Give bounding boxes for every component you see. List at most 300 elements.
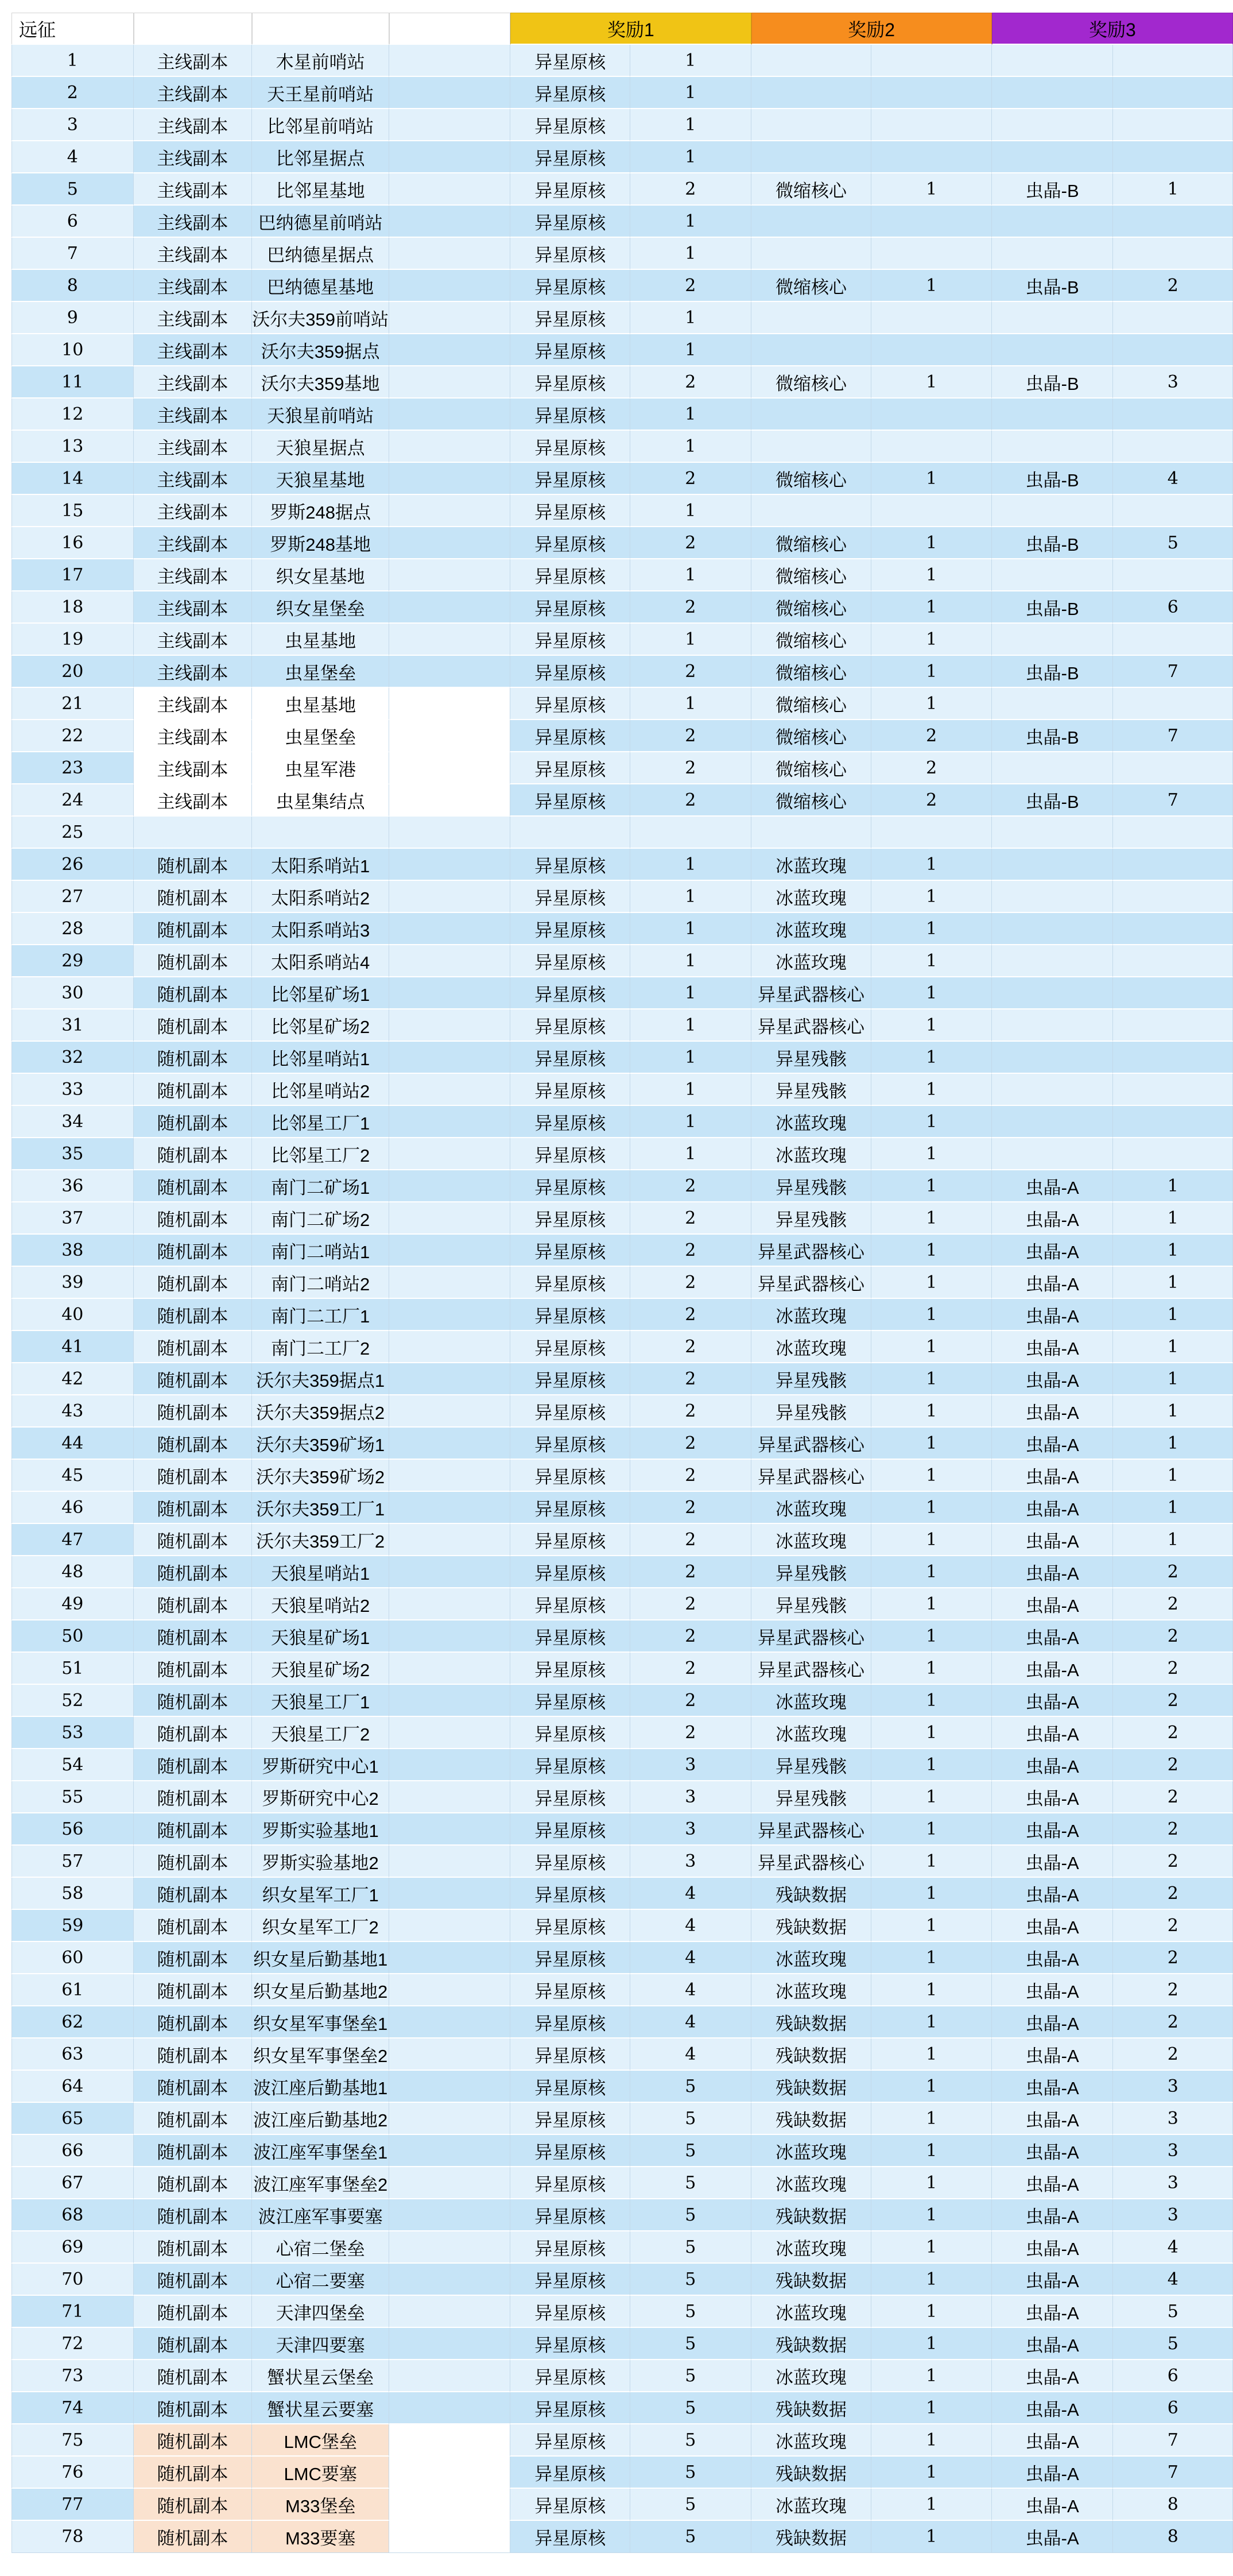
reward3-qty-cell[interactable]: 2	[1113, 1620, 1233, 1653]
reward3-name-cell[interactable]: 虫晶-A	[992, 1235, 1114, 1267]
reward3-qty-cell[interactable]	[1113, 1074, 1233, 1106]
type-cell[interactable]: 主线副本	[134, 45, 253, 77]
reward2-qty-cell[interactable]	[871, 238, 991, 270]
name-cell[interactable]	[252, 1299, 389, 1331]
spacer-cell[interactable]	[389, 1299, 510, 1331]
empty-header-cell-name[interactable]	[252, 13, 389, 45]
reward1-name-cell[interactable]: 异星原核	[510, 559, 630, 591]
reward3-qty-cell[interactable]: 3	[1113, 366, 1233, 399]
spacer-cell[interactable]	[389, 1717, 510, 1749]
reward3-name-cell[interactable]: 虫晶-B	[992, 366, 1114, 399]
type-cell[interactable]: 随机副本	[134, 2039, 253, 2071]
row-number-cell[interactable]: 42	[11, 1363, 134, 1395]
type-cell[interactable]: 随机副本	[134, 1556, 253, 1588]
reward3-qty-cell[interactable]	[1113, 913, 1233, 945]
reward2-qty-cell[interactable]: 1	[871, 1492, 991, 1524]
reward2-name-cell[interactable]: 冰蓝玫瑰	[751, 1331, 872, 1363]
reward2-qty-cell[interactable]: 1	[871, 2039, 991, 2071]
reward1-qty-cell[interactable]: 5	[630, 2167, 751, 2199]
row-number-cell[interactable]: 73	[11, 2360, 134, 2392]
reward3-name-cell[interactable]: 虫晶-A	[992, 1942, 1114, 1974]
type-cell[interactable]: 主线副本	[134, 591, 253, 624]
reward3-name-cell[interactable]: 虫晶-A	[992, 2167, 1114, 2199]
name-cell[interactable]	[252, 2264, 389, 2296]
row-number-cell[interactable]: 49	[11, 1588, 134, 1620]
name-cell[interactable]	[252, 688, 389, 720]
type-cell[interactable]: 随机副本	[134, 2135, 253, 2167]
row-number-cell[interactable]: 35	[11, 1138, 134, 1170]
reward2-qty-cell[interactable]: 1	[871, 2231, 991, 2264]
spacer-cell[interactable]	[389, 817, 510, 849]
reward3-name-cell[interactable]	[992, 45, 1114, 77]
reward2-qty-cell[interactable]	[871, 334, 991, 366]
name-cell[interactable]	[252, 2360, 389, 2392]
spacer-cell[interactable]	[389, 109, 510, 141]
reward1-qty-cell[interactable]: 5	[630, 2521, 751, 2553]
name-cell[interactable]	[252, 2135, 389, 2167]
reward1-qty-cell[interactable]: 5	[630, 2264, 751, 2296]
reward2-qty-cell[interactable]: 1	[871, 977, 991, 1009]
reward1-name-cell[interactable]: 异星原核	[510, 2328, 630, 2360]
reward3-name-cell[interactable]	[992, 431, 1114, 463]
row-number-cell[interactable]: 19	[11, 624, 134, 656]
name-cell[interactable]	[252, 1717, 389, 1749]
reward2-qty-cell[interactable]: 1	[871, 1299, 991, 1331]
name-cell[interactable]	[252, 1942, 389, 1974]
row-number-cell[interactable]: 54	[11, 1749, 134, 1781]
reward1-name-cell[interactable]: 异星原核	[510, 1202, 630, 1235]
reward3-name-cell[interactable]: 虫晶-A	[992, 2071, 1114, 2103]
reward3-name-cell[interactable]	[992, 977, 1114, 1009]
reward1-qty-cell[interactable]: 3	[630, 1846, 751, 1878]
name-cell[interactable]	[252, 591, 389, 624]
reward2-name-cell[interactable]: 冰蓝玫瑰	[751, 2135, 872, 2167]
reward2-qty-cell[interactable]: 1	[871, 2071, 991, 2103]
spacer-cell[interactable]	[389, 2231, 510, 2264]
reward1-name-cell[interactable]: 异星原核	[510, 45, 630, 77]
type-cell[interactable]: 主线副本	[134, 238, 253, 270]
name-cell[interactable]	[252, 656, 389, 688]
reward1-qty-cell[interactable]: 1	[630, 431, 751, 463]
reward3-qty-cell[interactable]: 1	[1113, 1524, 1233, 1556]
type-cell[interactable]: 主线副本	[134, 206, 253, 238]
reward2-qty-cell[interactable]: 1	[871, 1524, 991, 1556]
reward2-name-cell[interactable]: 异星残骸	[751, 1042, 872, 1074]
reward3-name-cell[interactable]: 虫晶-A	[992, 1974, 1114, 2006]
reward3-name-cell[interactable]: 虫晶-A	[992, 2489, 1114, 2521]
row-number-cell[interactable]: 11	[11, 366, 134, 399]
reward2-name-cell[interactable]	[751, 302, 872, 334]
reward2-qty-cell[interactable]	[871, 45, 991, 77]
reward1-qty-cell[interactable]: 2	[630, 720, 751, 752]
reward2-name-cell[interactable]: 残缺数据	[751, 2103, 872, 2135]
spacer-cell[interactable]	[389, 1009, 510, 1042]
spacer-cell[interactable]	[389, 1202, 510, 1235]
reward3-qty-cell[interactable]: 3	[1113, 2103, 1233, 2135]
reward1-name-cell[interactable]: 异星原核	[510, 1428, 630, 1460]
reward2-name-cell[interactable]: 残缺数据	[751, 2521, 872, 2553]
type-cell[interactable]: 随机副本	[134, 2231, 253, 2264]
type-cell[interactable]: 随机副本	[134, 1910, 253, 1942]
reward3-qty-cell[interactable]: 6	[1113, 2392, 1233, 2424]
row-number-cell[interactable]: 14	[11, 463, 134, 495]
reward2-name-cell[interactable]: 残缺数据	[751, 2457, 872, 2489]
reward3-name-cell[interactable]	[992, 752, 1114, 784]
spacer-cell[interactable]	[389, 2392, 510, 2424]
reward1-name-cell[interactable]: 异星原核	[510, 1299, 630, 1331]
type-cell[interactable]: 随机副本	[134, 1749, 253, 1781]
name-cell[interactable]	[252, 720, 389, 752]
name-cell[interactable]	[252, 1074, 389, 1106]
reward1-qty-cell[interactable]: 4	[630, 1910, 751, 1942]
reward3-qty-cell[interactable]: 2	[1113, 1878, 1233, 1910]
reward1-name-cell[interactable]: 异星原核	[510, 1170, 630, 1202]
reward2-qty-cell[interactable]	[871, 399, 991, 431]
reward1-qty-cell[interactable]: 1	[630, 1138, 751, 1170]
name-cell[interactable]	[252, 1588, 389, 1620]
row-number-cell[interactable]: 77	[11, 2489, 134, 2521]
reward1-name-cell[interactable]: 异星原核	[510, 1813, 630, 1846]
reward2-name-cell[interactable]	[751, 495, 872, 527]
reward3-qty-cell[interactable]: 3	[1113, 2199, 1233, 2231]
reward2-qty-cell[interactable]: 1	[871, 1363, 991, 1395]
type-cell[interactable]: 随机副本	[134, 1685, 253, 1717]
reward3-qty-cell[interactable]: 2	[1113, 1910, 1233, 1942]
reward1-qty-cell[interactable]: 2	[630, 1202, 751, 1235]
name-cell[interactable]	[252, 77, 389, 109]
name-cell[interactable]	[252, 1524, 389, 1556]
type-cell[interactable]: 随机副本	[134, 1074, 253, 1106]
reward3-name-cell[interactable]: 虫晶-B	[992, 527, 1114, 559]
reward3-name-cell[interactable]: 虫晶-A	[992, 1395, 1114, 1428]
reward2-name-cell[interactable]: 冰蓝玫瑰	[751, 2489, 872, 2521]
reward1-qty-cell[interactable]: 2	[630, 527, 751, 559]
reward2-qty-cell[interactable]: 1	[871, 2264, 991, 2296]
reward1-qty-cell[interactable]: 3	[630, 1781, 751, 1813]
reward2-qty-cell[interactable]: 1	[871, 1395, 991, 1428]
spacer-cell[interactable]	[389, 849, 510, 881]
spacer-cell[interactable]	[389, 1588, 510, 1620]
reward3-name-cell[interactable]: 虫晶-A	[992, 1492, 1114, 1524]
name-cell[interactable]	[252, 2328, 389, 2360]
reward1-qty-cell[interactable]: 1	[630, 1074, 751, 1106]
name-cell[interactable]	[252, 2167, 389, 2199]
reward2-name-cell[interactable]: 冰蓝玫瑰	[751, 945, 872, 977]
spacer-cell[interactable]	[389, 656, 510, 688]
name-cell[interactable]	[252, 1331, 389, 1363]
spacer-cell[interactable]	[389, 784, 510, 817]
reward3-name-cell[interactable]: 虫晶-B	[992, 720, 1114, 752]
row-number-cell[interactable]: 59	[11, 1910, 134, 1942]
reward1-qty-cell[interactable]: 2	[630, 1653, 751, 1685]
spacer-cell[interactable]	[389, 1524, 510, 1556]
reward1-qty-cell[interactable]: 2	[630, 1428, 751, 1460]
name-cell[interactable]	[252, 431, 389, 463]
name-cell[interactable]	[252, 1009, 389, 1042]
row-number-cell[interactable]: 33	[11, 1074, 134, 1106]
row-number-cell[interactable]: 40	[11, 1299, 134, 1331]
reward1-qty-cell[interactable]: 2	[630, 1267, 751, 1299]
spacer-cell[interactable]	[389, 527, 510, 559]
reward1-name-cell[interactable]: 异星原核	[510, 881, 630, 913]
row-number-cell[interactable]: 29	[11, 945, 134, 977]
type-cell[interactable]: 随机副本	[134, 849, 253, 881]
name-cell[interactable]	[252, 399, 389, 431]
reward3-name-cell[interactable]	[992, 141, 1114, 173]
reward1-name-cell[interactable]: 异星原核	[510, 1042, 630, 1074]
row-number-cell[interactable]: 70	[11, 2264, 134, 2296]
row-number-cell[interactable]: 67	[11, 2167, 134, 2199]
name-cell[interactable]	[252, 945, 389, 977]
row-number-cell[interactable]: 1	[11, 45, 134, 77]
reward2-name-cell[interactable]: 冰蓝玫瑰	[751, 881, 872, 913]
reward3-name-cell[interactable]	[992, 817, 1114, 849]
type-cell[interactable]: 主线副本	[134, 559, 253, 591]
reward3-qty-cell[interactable]	[1113, 45, 1233, 77]
reward2-name-cell[interactable]: 异星残骸	[751, 1749, 872, 1781]
reward3-name-cell[interactable]: 虫晶-B	[992, 270, 1114, 302]
reward3-name-cell[interactable]: 虫晶-B	[992, 173, 1114, 206]
reward2-qty-cell[interactable]: 1	[871, 656, 991, 688]
reward1-name-cell[interactable]: 异星原核	[510, 77, 630, 109]
reward1-qty-cell[interactable]: 5	[630, 2199, 751, 2231]
spacer-cell[interactable]	[389, 270, 510, 302]
reward3-qty-cell[interactable]: 2	[1113, 1813, 1233, 1846]
reward3-qty-cell[interactable]	[1113, 77, 1233, 109]
reward1-qty-cell[interactable]: 3	[630, 1813, 751, 1846]
spacer-cell[interactable]	[389, 720, 510, 752]
row-number-cell[interactable]: 12	[11, 399, 134, 431]
reward2-name-cell[interactable]	[751, 141, 872, 173]
name-cell[interactable]	[252, 366, 389, 399]
reward1-qty-cell[interactable]: 1	[630, 77, 751, 109]
reward3-name-cell[interactable]: 虫晶-A	[992, 2006, 1114, 2039]
reward2-name-cell[interactable]: 残缺数据	[751, 2392, 872, 2424]
row-number-cell[interactable]: 16	[11, 527, 134, 559]
reward3-qty-cell[interactable]	[1113, 945, 1233, 977]
reward1-qty-cell[interactable]: 2	[630, 1492, 751, 1524]
name-cell[interactable]	[252, 849, 389, 881]
type-cell[interactable]: 随机副本	[134, 913, 253, 945]
reward2-name-cell[interactable]: 冰蓝玫瑰	[751, 1492, 872, 1524]
reward3-name-cell[interactable]	[992, 913, 1114, 945]
reward3-qty-cell[interactable]	[1113, 752, 1233, 784]
row-number-cell[interactable]: 20	[11, 656, 134, 688]
type-cell[interactable]: 随机副本	[134, 2424, 253, 2457]
name-cell[interactable]	[252, 1170, 389, 1202]
reward2-name-cell[interactable]: 冰蓝玫瑰	[751, 1524, 872, 1556]
reward1-name-cell[interactable]: 异星原核	[510, 1524, 630, 1556]
reward1-name-cell[interactable]: 异星原核	[510, 1492, 630, 1524]
row-number-cell[interactable]: 27	[11, 881, 134, 913]
row-number-cell[interactable]: 22	[11, 720, 134, 752]
reward2-qty-cell[interactable]: 1	[871, 1428, 991, 1460]
reward1-name-cell[interactable]: 异星原核	[510, 109, 630, 141]
reward2-qty-cell[interactable]: 1	[871, 945, 991, 977]
reward1-name-cell[interactable]: 异星原核	[510, 977, 630, 1009]
reward1-name-cell[interactable]: 异星原核	[510, 784, 630, 817]
spacer-cell[interactable]	[389, 45, 510, 77]
reward3-qty-cell[interactable]	[1113, 206, 1233, 238]
row-number-cell[interactable]: 7	[11, 238, 134, 270]
type-cell[interactable]: 随机副本	[134, 1267, 253, 1299]
spacer-cell[interactable]	[389, 913, 510, 945]
name-cell[interactable]	[252, 624, 389, 656]
type-cell[interactable]: 随机副本	[134, 945, 253, 977]
spacer-cell[interactable]	[389, 238, 510, 270]
reward2-name-cell[interactable]: 冰蓝玫瑰	[751, 2360, 872, 2392]
name-cell[interactable]	[252, 334, 389, 366]
row-number-cell[interactable]: 45	[11, 1460, 134, 1492]
spacer-cell[interactable]	[389, 2071, 510, 2103]
type-cell[interactable]: 主线副本	[134, 527, 253, 559]
reward2-qty-cell[interactable]: 1	[871, 1556, 991, 1588]
row-number-cell[interactable]: 63	[11, 2039, 134, 2071]
reward3-name-cell[interactable]	[992, 945, 1114, 977]
name-cell[interactable]	[252, 752, 389, 784]
spacer-cell[interactable]	[389, 2328, 510, 2360]
reward1-name-cell[interactable]: 异星原核	[510, 2006, 630, 2039]
reward3-name-cell[interactable]: 虫晶-A	[992, 2135, 1114, 2167]
name-cell[interactable]	[252, 2071, 389, 2103]
reward2-name-cell[interactable]: 异星武器核心	[751, 1620, 872, 1653]
reward2-name-cell[interactable]: 冰蓝玫瑰	[751, 1685, 872, 1717]
reward2-qty-cell[interactable]	[871, 109, 991, 141]
reward1-qty-cell[interactable]: 2	[630, 784, 751, 817]
reward3-name-cell[interactable]	[992, 238, 1114, 270]
reward3-name-cell[interactable]: 虫晶-A	[992, 1524, 1114, 1556]
reward1-name-cell[interactable]: 异星原核	[510, 1556, 630, 1588]
reward3-qty-cell[interactable]: 3	[1113, 2071, 1233, 2103]
reward2-name-cell[interactable]: 残缺数据	[751, 2328, 872, 2360]
reward2-qty-cell[interactable]: 1	[871, 881, 991, 913]
spacer-cell[interactable]	[389, 624, 510, 656]
reward3-qty-cell[interactable]: 1	[1113, 1331, 1233, 1363]
row-number-cell[interactable]: 2	[11, 77, 134, 109]
reward3-qty-cell[interactable]: 8	[1113, 2489, 1233, 2521]
reward1-name-cell[interactable]: 异星原核	[510, 1620, 630, 1653]
reward1-qty-cell[interactable]: 1	[630, 1042, 751, 1074]
name-cell[interactable]	[252, 2231, 389, 2264]
reward1-qty-cell[interactable]: 1	[630, 302, 751, 334]
reward1-qty-cell[interactable]: 1	[630, 913, 751, 945]
row-number-cell[interactable]: 50	[11, 1620, 134, 1653]
reward3-qty-cell[interactable]: 1	[1113, 1363, 1233, 1395]
reward2-qty-cell[interactable]: 1	[871, 2489, 991, 2521]
reward2-qty-cell[interactable]: 1	[871, 1042, 991, 1074]
reward3-name-cell[interactable]	[992, 77, 1114, 109]
spacer-cell[interactable]	[389, 1460, 510, 1492]
reward3-name-cell[interactable]: 虫晶-A	[992, 2199, 1114, 2231]
reward2-qty-cell[interactable]: 1	[871, 624, 991, 656]
reward2-qty-cell[interactable]: 1	[871, 1074, 991, 1106]
type-cell[interactable]: 主线副本	[134, 366, 253, 399]
row-number-cell[interactable]: 62	[11, 2006, 134, 2039]
reward2-qty-cell[interactable]: 1	[871, 173, 991, 206]
type-cell[interactable]: 随机副本	[134, 2167, 253, 2199]
spacer-cell[interactable]	[389, 559, 510, 591]
spacer-cell[interactable]	[389, 881, 510, 913]
spacer-cell[interactable]	[389, 431, 510, 463]
reward2-name-cell[interactable]: 异星残骸	[751, 1395, 872, 1428]
reward3-name-cell[interactable]	[992, 1074, 1114, 1106]
reward3-qty-cell[interactable]: 1	[1113, 1202, 1233, 1235]
reward1-qty-cell[interactable]: 1	[630, 849, 751, 881]
reward2-qty-cell[interactable]	[871, 431, 991, 463]
corner-header-cell[interactable]: 远征	[11, 13, 134, 45]
reward1-qty-cell[interactable]: 5	[630, 2296, 751, 2328]
reward2-qty-cell[interactable]: 1	[871, 913, 991, 945]
reward1-name-cell[interactable]: 异星原核	[510, 1588, 630, 1620]
reward1-qty-cell[interactable]: 2	[630, 752, 751, 784]
spacer-cell[interactable]	[389, 399, 510, 431]
reward3-name-cell[interactable]: 虫晶-A	[992, 1846, 1114, 1878]
reward3-qty-cell[interactable]: 2	[1113, 1556, 1233, 1588]
type-cell[interactable]: 随机副本	[134, 1170, 253, 1202]
reward3-qty-cell[interactable]	[1113, 1138, 1233, 1170]
reward2-qty-cell[interactable]: 1	[871, 2360, 991, 2392]
reward1-header[interactable]: 奖励1	[510, 13, 751, 45]
reward3-qty-cell[interactable]	[1113, 431, 1233, 463]
reward1-name-cell[interactable]: 异星原核	[510, 527, 630, 559]
reward2-qty-cell[interactable]: 1	[871, 2199, 991, 2231]
reward3-name-cell[interactable]	[992, 559, 1114, 591]
reward2-name-cell[interactable]: 冰蓝玫瑰	[751, 1974, 872, 2006]
reward2-name-cell[interactable]: 微缩核心	[751, 784, 872, 817]
name-cell[interactable]	[252, 302, 389, 334]
row-number-cell[interactable]: 71	[11, 2296, 134, 2328]
type-cell[interactable]: 主线副本	[134, 463, 253, 495]
reward2-name-cell[interactable]: 异星武器核心	[751, 1653, 872, 1685]
reward3-qty-cell[interactable]: 1	[1113, 1428, 1233, 1460]
name-cell[interactable]	[252, 270, 389, 302]
row-number-cell[interactable]: 34	[11, 1106, 134, 1138]
reward1-qty-cell[interactable]: 1	[630, 45, 751, 77]
reward3-name-cell[interactable]: 虫晶-A	[992, 1781, 1114, 1813]
spacer-cell[interactable]	[389, 1395, 510, 1428]
spacer-cell[interactable]	[389, 495, 510, 527]
reward3-qty-cell[interactable]: 3	[1113, 2135, 1233, 2167]
type-cell[interactable]: 主线副本	[134, 624, 253, 656]
type-cell[interactable]: 随机副本	[134, 2457, 253, 2489]
reward1-qty-cell[interactable]: 2	[630, 366, 751, 399]
type-cell[interactable]: 随机副本	[134, 2489, 253, 2521]
reward2-qty-cell[interactable]: 2	[871, 720, 991, 752]
row-number-cell[interactable]: 4	[11, 141, 134, 173]
type-cell[interactable]: 随机副本	[134, 2521, 253, 2553]
type-cell[interactable]: 随机副本	[134, 2006, 253, 2039]
reward1-qty-cell[interactable]: 3	[630, 1749, 751, 1781]
reward1-qty-cell[interactable]: 2	[630, 1363, 751, 1395]
reward1-name-cell[interactable]: 异星原核	[510, 1395, 630, 1428]
type-cell[interactable]: 随机副本	[134, 1717, 253, 1749]
reward3-qty-cell[interactable]: 1	[1113, 1460, 1233, 1492]
reward3-qty-cell[interactable]: 1	[1113, 1395, 1233, 1428]
reward2-name-cell[interactable]: 异星残骸	[751, 1556, 872, 1588]
reward3-qty-cell[interactable]: 2	[1113, 1781, 1233, 1813]
row-number-cell[interactable]: 43	[11, 1395, 134, 1428]
reward3-qty-cell[interactable]: 1	[1113, 1492, 1233, 1524]
row-number-cell[interactable]: 28	[11, 913, 134, 945]
spacer-cell[interactable]	[389, 2457, 510, 2489]
reward2-name-cell[interactable]: 异星武器核心	[751, 1267, 872, 1299]
reward1-name-cell[interactable]: 异星原核	[510, 1846, 630, 1878]
reward2-name-cell[interactable]: 微缩核心	[751, 688, 872, 720]
spacer-cell[interactable]	[389, 2135, 510, 2167]
reward1-name-cell[interactable]: 异星原核	[510, 206, 630, 238]
type-cell[interactable]: 随机副本	[134, 1428, 253, 1460]
row-number-cell[interactable]: 41	[11, 1331, 134, 1363]
